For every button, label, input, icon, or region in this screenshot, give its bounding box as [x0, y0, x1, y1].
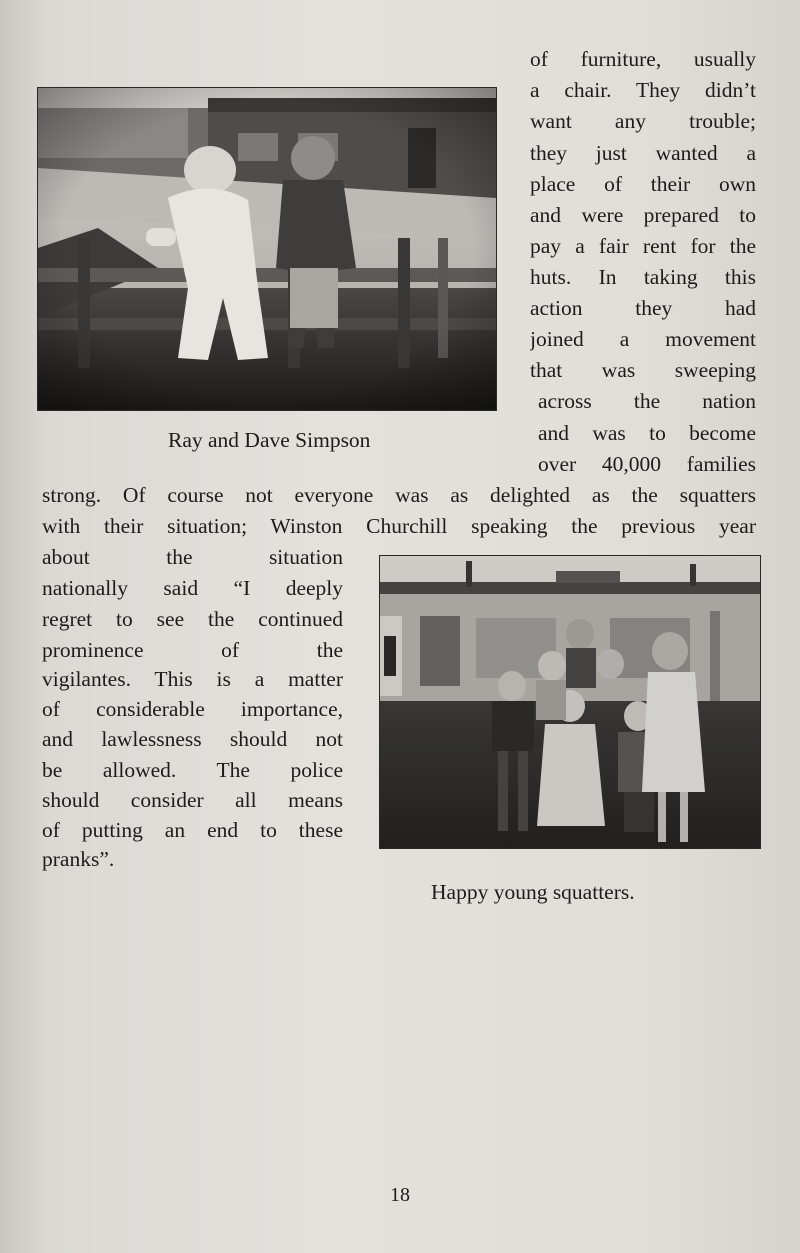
- right-column-line-12: across the nation: [538, 389, 756, 413]
- left-column-line-8: be allowed. The police: [42, 758, 343, 782]
- photo-ray-and-dave-simpson: [38, 88, 496, 410]
- right-column-line-4: they just wanted a: [530, 141, 756, 165]
- right-column-line-2: a chair. They didn’t: [530, 78, 756, 102]
- right-column-line-13: and was to become: [538, 421, 756, 445]
- right-column-line-10: joined a movement: [530, 327, 756, 351]
- caption-photo-2: Happy young squatters.: [431, 880, 635, 904]
- full-width-line-2: with their situation; Winston Churchill speaking the previous year: [42, 514, 756, 538]
- right-column-line-5: place of their own: [530, 172, 756, 196]
- right-column-line-3: want any trouble;: [530, 109, 756, 133]
- right-column-line-7: pay a fair rent for the: [530, 234, 756, 258]
- left-column-line-5: vigilantes. This is a matter: [42, 667, 343, 691]
- photo-happy-young-squatters: [380, 556, 760, 848]
- right-column-line-9: action they had: [530, 296, 756, 320]
- left-column-line-10: of putting an end to these: [42, 818, 343, 842]
- left-column-line-9: should consider all means: [42, 788, 343, 812]
- left-column-line-2: nationally said “I deeply: [42, 576, 343, 600]
- right-column-line-8: huts. In taking this: [530, 265, 756, 289]
- left-column-line-4: prominence of the: [42, 638, 343, 662]
- caption-photo-1: Ray and Dave Simpson: [168, 428, 371, 452]
- show-through-texture: [42, 860, 758, 1150]
- right-column-line-11: that was sweeping: [530, 358, 756, 382]
- left-column-line-3: regret to see the continued: [42, 607, 343, 631]
- right-column-line-1: of furniture, usually: [530, 47, 756, 71]
- left-column-line-11: pranks”.: [42, 847, 115, 871]
- right-column-line-6: and were prepared to: [530, 203, 756, 227]
- right-column-line-14: over 40,000 families: [538, 452, 756, 476]
- left-column-line-6: of considerable importance,: [42, 697, 343, 721]
- left-column-line-7: and lawlessness should not: [42, 727, 343, 751]
- full-width-line-1: strong. Of course not everyone was as delighted as the squatters: [42, 483, 756, 507]
- page-number: 18: [390, 1184, 410, 1206]
- left-column-line-1: about the situation: [42, 545, 343, 569]
